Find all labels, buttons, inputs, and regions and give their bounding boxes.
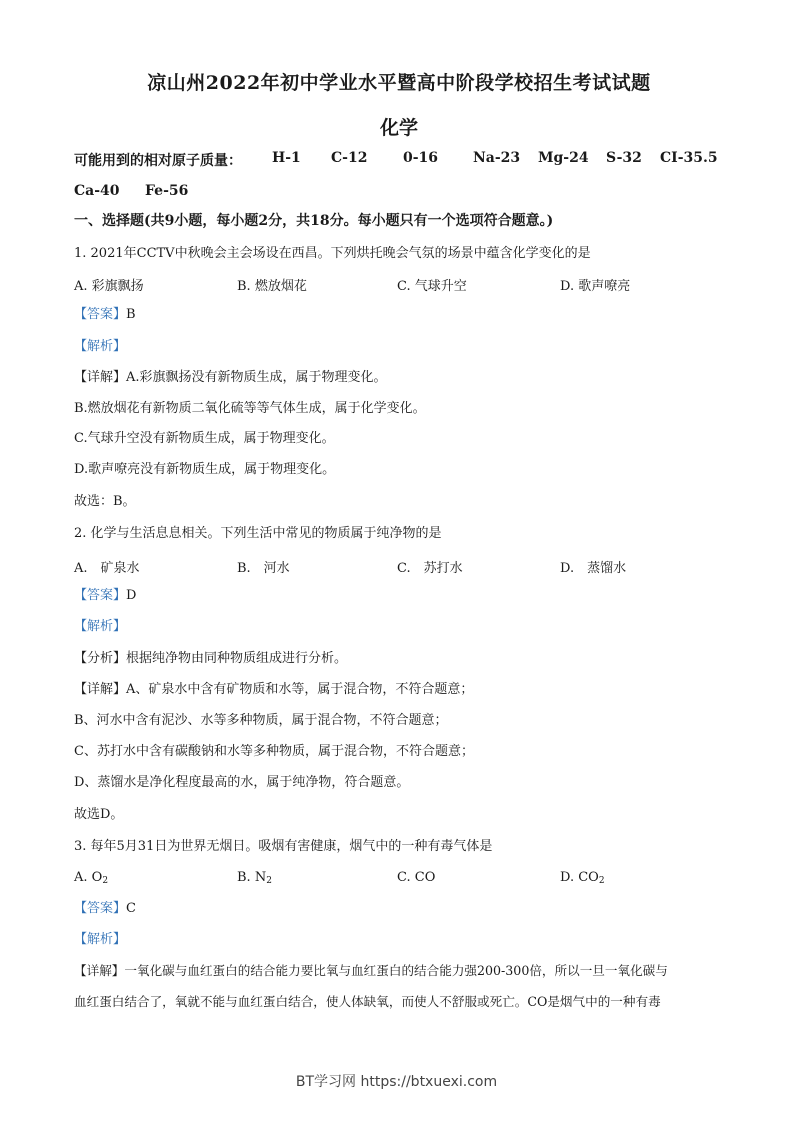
atomic-mass-item: Na-23: [473, 150, 521, 166]
analysis-tag: 【解析】: [74, 932, 127, 947]
atomic-mass-item: Mg-24: [538, 150, 589, 166]
fenxi-tag: 【分析】: [74, 651, 127, 666]
question-stem: 3. 每年5月31日为世界无烟日。吸烟有害健康，烟气中的一种有毒气体是: [74, 839, 493, 854]
fenxi-text: 根据纯净物由同种物质组成进行分析。: [126, 651, 348, 666]
conclusion: 故选D。: [74, 807, 124, 822]
answer-tag: 【答案】: [74, 588, 127, 603]
option-c: C. 气球升空: [397, 279, 467, 294]
conclusion: 故选：B。: [74, 494, 136, 509]
detail-line: [74, 962, 668, 980]
detail-text: 一氧化碳与血红蛋白的结合能力要比氧与血红蛋白的结合能力强200-300倍，所以一旦一氧化碳与: [124, 963, 668, 978]
analysis-tag: 【解析】: [74, 339, 127, 354]
answer-line: [74, 900, 136, 918]
atomic-mass-label: 可能用到的相对原子质量：: [74, 153, 242, 169]
atomic-mass-item: S-32: [606, 150, 642, 166]
detail-tag: 【详解】: [74, 682, 127, 697]
option-a: A. 矿泉水: [74, 561, 140, 576]
detail-text: D、蒸馏水是净化程度最高的水，属于纯净物，符合题意。: [74, 775, 410, 790]
question-stem: 2. 化学与生活息息相关。下列生活中常见的物质属于纯净物的是: [74, 526, 442, 541]
option-d: D. 蒸馏水: [560, 561, 627, 576]
answer-value: B: [126, 307, 136, 322]
detail-line: [74, 369, 387, 387]
detail-text: B、河水中含有泥沙、水等多种物质，属于混合物，不符合题意；: [74, 713, 448, 728]
answer-tag: 【答案】: [74, 307, 127, 322]
detail-text: D.歌声嘹亮没有新物质生成，属于物理变化。: [74, 462, 336, 477]
detail-text: B.燃放烟花有新物质二氧化硫等等气体生成，属于化学变化。: [74, 401, 426, 416]
detail-text: A、矿泉水中含有矿物质和水等，属于混合物，不符合题意；: [126, 682, 474, 697]
answer-tag: 【答案】: [74, 901, 127, 916]
detail-text: C.气球升空没有新物质生成，属于物理变化。: [74, 431, 335, 446]
answer-line: [74, 587, 136, 605]
atomic-mass-item: 0-16: [403, 150, 439, 166]
detail-text: A.彩旗飘扬没有新物质生成，属于物理变化。: [126, 370, 387, 385]
fenxi-line: [74, 650, 347, 668]
title: 凉山州2022年初中学业水平暨高中阶段学校招生考试试题: [147, 72, 651, 94]
detail-text: C、苏打水中含有碳酸钠和水等多种物质，属于混合物，不符合题意；: [74, 744, 474, 759]
option-a: A. $O_2$: [74, 870, 109, 886]
detail-line: [74, 681, 473, 699]
option-b: B. $N_2$: [237, 870, 272, 886]
atomic-mass-item: CI-35.5: [660, 150, 718, 166]
footer-watermark: BT学习网 https://btxuexi.com: [295, 1074, 498, 1090]
option-b: B. 河水: [237, 561, 290, 576]
option-c: C. 苏打水: [397, 561, 463, 576]
answer-value: D: [126, 588, 137, 603]
detail-tag: 【详解】: [74, 370, 127, 385]
question-stem: 1. 2021年CCTV中秋晚会主会场设在西昌。下列烘托晚会气氛的场景中蕴含化学变化的是: [74, 246, 591, 261]
option-c: C. CO: [397, 870, 436, 885]
answer-value: C: [126, 901, 136, 916]
option-b: B. 燃放烟花: [237, 279, 307, 294]
detail-tag: 【详解】: [74, 963, 125, 978]
subject: 化学: [379, 117, 418, 139]
atomic-mass-item: Ca-40: [74, 183, 120, 199]
detail-text: 血红蛋白结合了，氧就不能与血红蛋白结合，使人体缺氧，而使人不舒服或死亡。CO是烟气中的一种有毒: [74, 994, 661, 1009]
atomic-mass-item: H-1: [272, 150, 301, 166]
option-d: D. 歌声嘹亮: [560, 279, 631, 294]
analysis-tag: 【解析】: [74, 619, 127, 634]
option-a: A. 彩旗飘扬: [74, 279, 144, 294]
atomic-mass-item: C-12: [331, 150, 368, 166]
section-heading: 一、选择题(共9小题，每小题2分，共18分。每小题只有一个选项符合题意。): [74, 213, 554, 229]
answer-line: [74, 306, 136, 324]
atomic-mass-item: Fe-56: [145, 183, 189, 199]
option-d: D. $CO_2$: [560, 870, 605, 886]
